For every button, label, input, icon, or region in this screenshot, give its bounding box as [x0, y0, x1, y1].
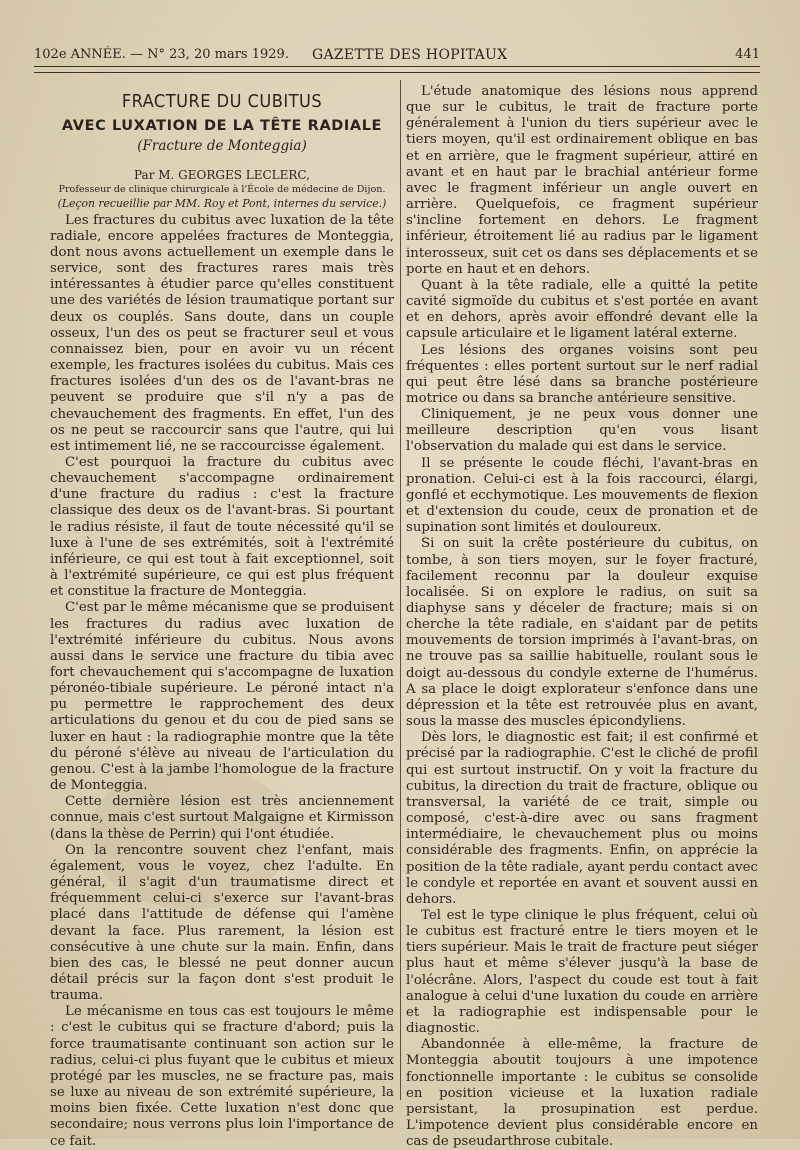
article-subtitle-italic: (Fracture de Monteggia): [137, 138, 307, 155]
paragraph: Abandonnée à elle-même, la fracture de Monteggia aboutit toujours à une impotence fonctionnelle importante : le cubitus se consolide en position vicieuse et la luxation radiale persistant, la prosupination est perdue. L'impotence devient plus considérable encore en cas de pseudarthrose cubitale.: [406, 1037, 758, 1150]
paragraph: C'est par le même mécanisme que se produisent les fractures du radius avec luxation de l'extrémité inférieure du cubitus. Nous avons aussi dans le service une fracture du tibia avec fort chevauchement qui s'accompagne de luxation péronéo-tibiale supérieure. Le péroné intact n'a pu permettre le rapprochement des deux articulations du genou et du cou de pied sans se luxer en haut : la radiographie montre que la tête du péroné s'élève au niveau de l'articulation du genou. C'est à la jambe l'homologue de la fracture de Monteggia.: [50, 600, 394, 794]
paragraph: Quant à la tête radiale, elle a quitté la petite cavité sigmoïde du cubitus et s'est portée en avant et en dehors, après avoir effondré devant elle la capsule articulaire et le ligament latéral externe.: [406, 277, 758, 342]
article-subtitle: AVEC LUXATION DE LA TÊTE RADIALE: [61, 118, 383, 135]
left-body: [50, 213, 394, 1150]
running-header: [34, 44, 760, 66]
left-column: [50, 86, 394, 1150]
paragraph: Cette dernière lésion est très anciennement connue, mais c'est surtout Malgaigne et Kirmisson (dans la thèse de Perrin) qui l'ont étudiée.: [50, 794, 394, 842]
lecon-note: (Leçon recueillie par MM. Roy et Pont, internes du service.): [57, 197, 387, 211]
paragraph: Cliniquement, je ne peux vous donner une meilleure description qu'en vous lisant l'observation du malade qui est dans le service.: [406, 407, 758, 455]
author-title: Professeur de clinique chirurgicale à l'École de médecine de Dijon.: [58, 184, 386, 196]
journal-name: GAZETTE DES HOPITAUX: [312, 47, 508, 63]
paragraph: Tel est le type clinique le plus fréquent, celui où le cubitus est fracturé entre le tiers moyen et le tiers supérieur. Mais le trait de fracture peut siéger plus haut et même s'élever jusqu'à la base de l'olécrâne. Alors, l'aspect du coude est tout à fait analogue à celui d'une luxation du coude en arrière et la radiographie est indispensable pour le diagnostic.: [406, 907, 758, 1037]
paragraph: Les fractures du cubitus avec luxation de la tête radiale, encore appelées fractures de Monteggia, dont nous avons actuellement un exemple dans le service, sont des fractures rares mais très intéressantes à étudier parce qu'elles constituent une des variétés de lésion traumatique portant sur deux os couplés. Sans doute, dans un couple osseux, l'un des os peut se fracturer seul et vous connaissez bien, pour en avoir vu un récent exemple, les fractures isolées du cubitus. Mais ces fractures isolées d'un des os de l'avant-bras ne peuvent se produire que s'il n'y a pas de chevauchement des fragments. En effet, l'un des os ne peut se raccourcir sans que l'autre, qui lui est intimement lié, ne se raccourcisse également.: [50, 212, 394, 454]
paragraph: Dès lors, le diagnostic est fait; il est confirmé et précisé par la radiographie. C'est le cliché de profil qui est surtout instructif. On y voit la fracture du cubitus, la direction du trait de fracture, oblique ou transversal, la variété de ce trait, simple ou composé, c'est-à-dire avec ou sans fragment intermédiaire, le chevauchement plus ou moins considérable des fragments. Enfin, on apprécie la position de la tête radiale, ayant perdu contact avec le condyle et reportée en avant et souvent aussi en dehors.: [406, 730, 758, 907]
paragraph: L'étude anatomique des lésions nous apprend que sur le cubitus, le trait de fracture porte généralement à l'union du tiers supérieur avec le tiers moyen, qu'il est ordinairement oblique en bas et en arrière, que le fragment supérieur, attiré en avant et en haut par le brachial antérieur forme avec le fragment inférieur un angle ouvert en arrière. Quelquefois, ce fragment supérieur s'incline fortement en dehors. Le fragment inférieur, étroitement lié au radius par le ligament interosseux, suit cet os dans ses déplacements et se porte en haut et en dehors.: [406, 84, 758, 277]
column-divider: [400, 80, 401, 1100]
paragraph: Le mécanisme en tous cas est toujours le même : c'est le cubitus qui se fracture d'abord; puis la force traumatisante continuant son action sur le radius, celui-ci plus fuyant que le cubitus et mieux protégé par les muscles, ne se fracture pas, mais se luxe au niveau de son extrémité supérieure, la moins bien fixée. Cette luxation n'est donc que secondaire; nous verrons plus loin l'importance de ce fait.: [50, 1004, 394, 1149]
paragraph: Les lésions des organes voisins sont peu fréquentes : elles portent surtout sur le nerf radial qui peut être lésé dans sa branche postérieure motrice ou dans sa branche antérieure sensitive.: [406, 342, 758, 406]
paragraph: On la rencontre souvent chez l'enfant, mais également, vous le voyez, chez l'adulte. En général, il s'agit d'un traumatisme direct et fréquemment celui-ci s'exerce sur l'avant-bras placé dans l'attitude de défense qui l'amène devant la face. Plus rarement, la lésion est consécutive à une chute sur la main. Enfin, dans bien des cas, le blessé ne peut donner aucun détail précis sur la façon dont s'est produit le trauma.: [50, 842, 394, 1004]
right-body: [406, 84, 758, 1150]
issue-info: 102e ANNÉE. — N° 23, 20 mars 1929.: [34, 47, 289, 62]
author-line: Par M. GEORGES LECLERC,: [134, 168, 310, 183]
page-number: 441: [735, 47, 760, 62]
right-column: [406, 84, 758, 1150]
paragraph: Si on suit la crête postérieure du cubitus, on tombe, à son tiers moyen, sur le foyer fracturé, facilement reconnu par la douleur exquise localisée. Si on explore le radius, on suit sa diaphyse sans y déceler de fracture; mais si on cherche la tête radiale, en s'aidant par de petits mouvements de torsion imprimés à l'avant-bras, on ne trouve pas sa saillie habituelle, roulant sous le doigt au-dessous du condyle externe de l'humérus. A sa place le doigt explorateur s'enfonce dans une dépression et la tête est retrouvée plus en avant, sous la masse des muscles épicondyliens.: [406, 536, 758, 730]
paragraph: C'est pourquoi la fracture du cubitus avec chevauchement s'accompagne ordinairement d'une fracture du radius : c'est la fracture classique des deux os de l'avant-bras. Si pourtant le radius résiste, il faut de toute nécessité qu'il se luxe à l'une de ses extrémités, soit à l'extrémité inférieure, ce qui est tout à fait exceptionnel, soit à l'extrémité supérieure, ce qui est plus fréquent et constitue la fracture de Monteggia.: [50, 454, 394, 600]
header-rule: [34, 66, 760, 73]
paragraph: Il se présente le coude fléchi, l'avant-bras en pronation. Celui-ci est à la fois raccourci, élargi, gonflé et ecchymotique. Les mouvements de flexion et d'extension du coude, ceux de pronation et de supination sont limités et douloureux.: [406, 455, 758, 536]
article-title: FRACTURE DU CUBITUS: [121, 91, 323, 112]
